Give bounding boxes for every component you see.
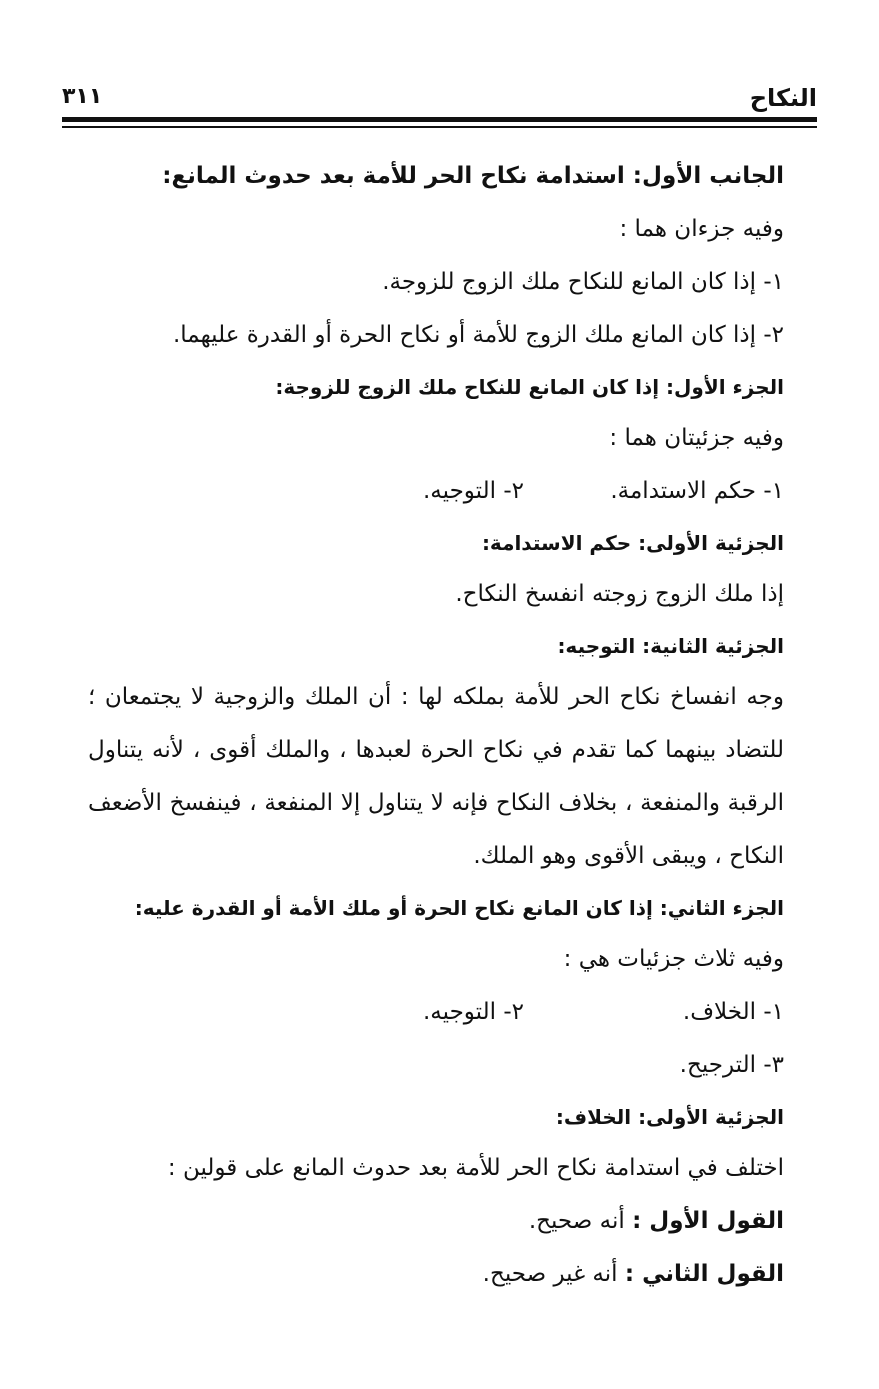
list-item: ٢- التوجيه. — [423, 478, 524, 504]
opinion-text: أنه غير صحيح. — [482, 1261, 625, 1287]
page-body — [88, 150, 784, 1301]
paragraph: وفيه ثلاث جزئيات هي : — [563, 946, 784, 972]
list-row — [88, 465, 784, 518]
section-heading: الجانب الأول: استدامة نكاح الحر للأمة بعد حدوث المانع: — [162, 163, 784, 189]
running-header — [62, 78, 817, 110]
list-item: ٣- الترجيح. — [679, 1052, 784, 1078]
subsection-heading: الجزئية الأولى: الخلاف: — [555, 1105, 784, 1129]
paragraph-line: النكاح ، ويبقى الأقوى وهو الملك. — [473, 843, 784, 869]
list-item: ١- إذا كان المانع للنكاح ملك الزوج للزوجة. — [382, 269, 784, 295]
paragraph: وفيه جزئيتان هما : — [609, 425, 784, 451]
opinion-label: القول الأول : — [632, 1208, 784, 1234]
paragraph: اختلف في استدامة نكاح الحر للأمة بعد حدوث المانع على قولين : — [167, 1155, 784, 1181]
subsection-heading: الجزء الثاني: إذا كان المانع نكاح الحرة أو ملك الأمة أو القدرة عليه: — [134, 896, 784, 920]
header-rule-thin — [62, 126, 817, 128]
list-item: ١- الخلاف. — [682, 999, 784, 1025]
opinion-line — [88, 1248, 784, 1301]
paragraph: وفيه جزءان هما : — [619, 216, 784, 242]
opinion-line — [88, 1195, 784, 1248]
paragraph: إذا ملك الزوج زوجته انفسخ النكاح. — [455, 581, 784, 607]
list-item: ١- حكم الاستدامة. — [610, 478, 784, 504]
list-item: ٢- إذا كان المانع ملك الزوج للأمة أو نكاح الحرة أو القدرة عليهما. — [172, 322, 784, 348]
page-number: ٣١١ — [62, 84, 103, 109]
header-rule-thick — [62, 117, 817, 122]
subsection-heading: الجزء الأول: إذا كان المانع للنكاح ملك الزوج للزوجة: — [275, 375, 784, 399]
subsection-heading: الجزئية الثانية: التوجيه: — [557, 634, 784, 658]
subsection-heading: الجزئية الأولى: حكم الاستدامة: — [481, 531, 784, 555]
list-item: ٢- التوجيه. — [423, 999, 524, 1025]
opinion-label: القول الثاني : — [624, 1261, 784, 1287]
paragraph-line: للتضاد بينهما كما تقدم في نكاح الحرة لعبدها ، والملك أقوى ، لأنه يتناول — [88, 737, 784, 763]
opinion-text: أنه صحيح. — [528, 1208, 633, 1234]
paragraph-line: الرقبة والمنفعة ، بخلاف النكاح فإنه لا يتناول إلا المنفعة ، فينفسخ الأضعف — [88, 790, 784, 816]
paragraph-line: وجه انفساخ نكاح الحر للأمة بملكه لها : أن الملك والزوجية لا يجتمعان ؛ — [88, 684, 784, 710]
header-title: النكاح — [749, 84, 817, 112]
list-row — [88, 986, 784, 1039]
